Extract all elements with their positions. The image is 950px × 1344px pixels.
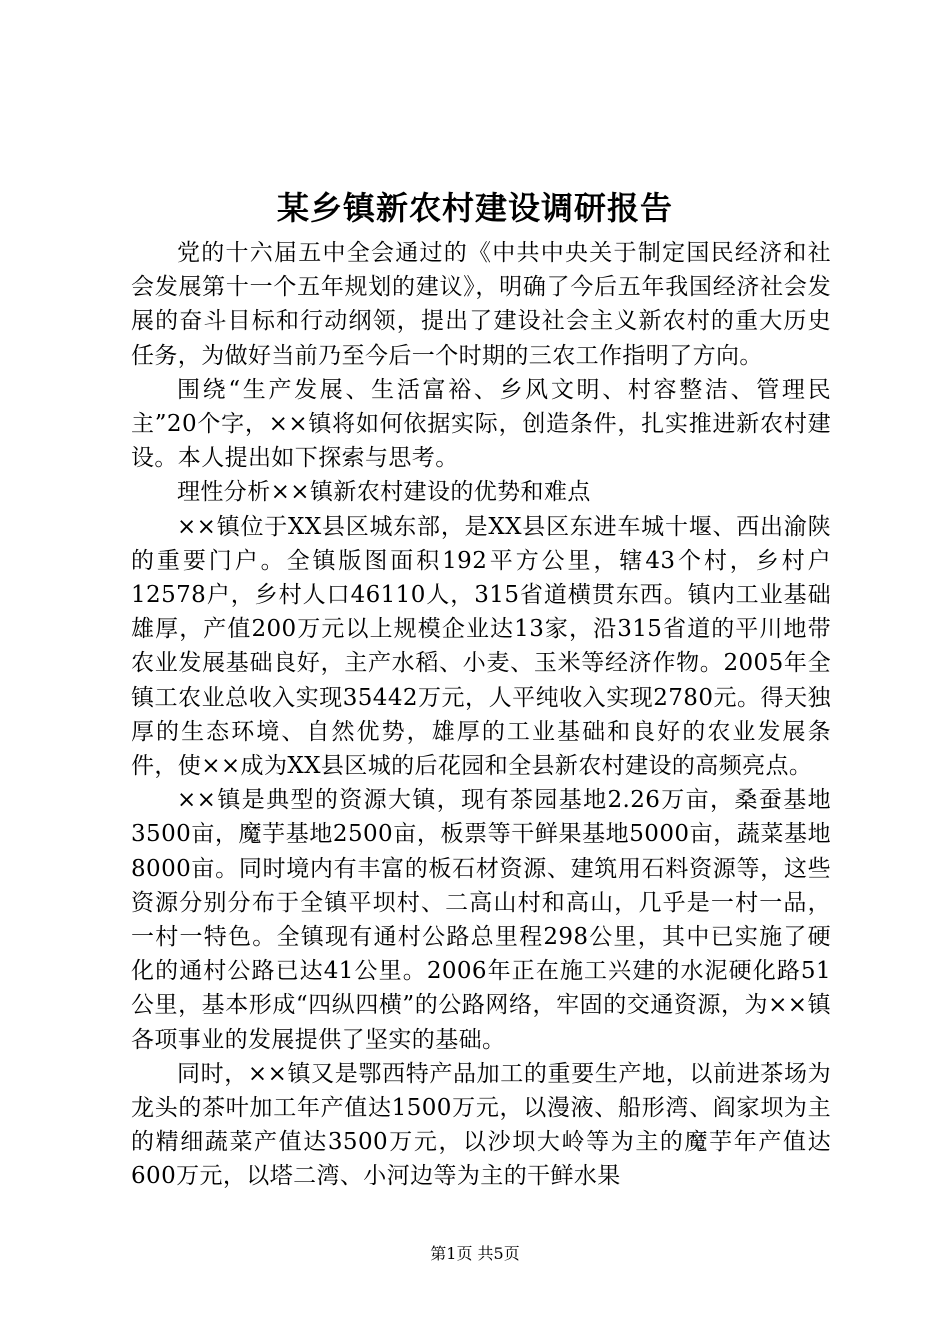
paragraph: 同时，××镇又是鄂西特产品加工的重要生产地，以前进茶场为龙头的茶叶加工年产值达1500万元，以漫液、船形湾、阎家坝为主的精细蔬菜产值达3500万元，以沙坝大岭等为主的魔芋年产值达600万元，以塔二湾、小河边等为主的干鲜水果: [131, 1060, 831, 1190]
document-title: 某乡镇新农村建设调研报告: [276, 189, 673, 227]
section-heading: 理性分析××镇新农村建设的优势和难点: [177, 479, 591, 506]
paragraph: 党的十六届五中全会通过的《中共中央关于制定国民经济和社会发展第十一个五年规划的建议》，明确了今后五年我国经济社会发展的奋斗目标和行动纲领，提出了建设社会主义新农村的重大历史任务，为做好当前乃至今后一个时期的三农工作指明了方向。: [131, 240, 831, 369]
paragraph: 围绕“生产发展、生活富裕、乡风文明、村容整洁、管理民主”20个字，××镇将如何依据实际，创造条件，扎实推进新农村建设。本人提出如下探索与思考。: [131, 376, 831, 472]
paragraph: ××镇位于XX县区城东部，是XX县区东进车城十堰、西出渝陕的重要门户。全镇版图面积192平方公里，辖43个村，乡村户12578户，乡村人口46110人，315省道横贯东西。镇内工业基础雄厚，产值200万元以上规模企业达13家，沿315省道的平川地带农业发展基础良好，主产水稻、小麦、玉米等经济作物。2005年全镇工农业总收入实现35442万元，人平纯收入实现2780元。得天独厚的生态环境、自然优势，雄厚的工业基础和良好的农业发展条件，使××成为XX县区城的后花园和全县新农村建设的高频亮点。: [131, 513, 831, 780]
document-body: [131, 236, 831, 1194]
paragraph: ××镇是典型的资源大镇，现有茶园基地2.26万亩，桑蚕基地3500亩，魔芋基地2500亩，板票等干鲜果基地5000亩，蔬菜基地8000亩。同时境内有丰富的板石材资源、建筑用石料资源等，这些资源分别分布于全镇平坝村、二高山村和高山，几乎是一村一品，一村一特色。全镇现有通村公路总里程298公里，其中已实施了硬化的通村公路已达41公里。2006年正在施工兴建的水泥硬化路51公里，基本形成“四纵四横”的公路网络，牢固的交通资源，为××镇各项事业的发展提供了坚实的基础。: [131, 787, 831, 1053]
page-number-footer: 第1页 共5页: [430, 1244, 520, 1263]
